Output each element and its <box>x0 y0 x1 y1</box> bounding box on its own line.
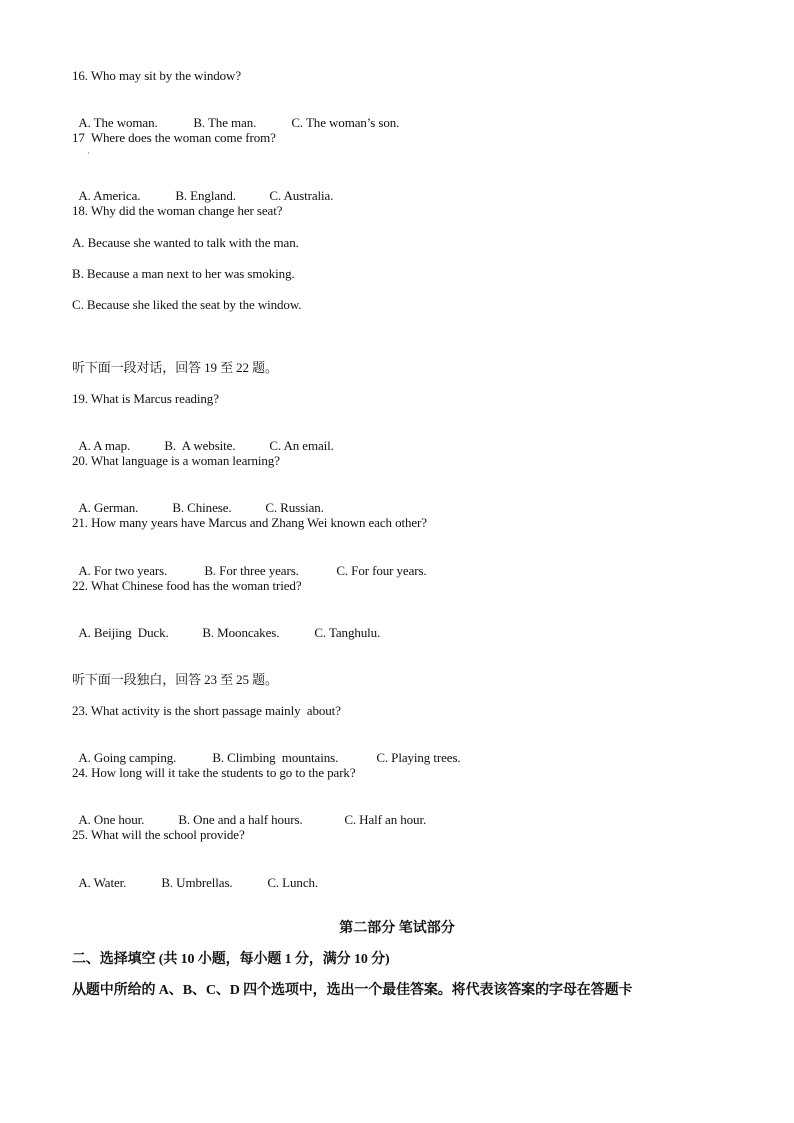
option-a: A. For two years. <box>78 563 168 578</box>
section-heading-23-25: 听下面一段独白，回答 23 至 25 题。 <box>72 672 278 687</box>
question-16: 16. Who may sit by the window? <box>72 68 241 83</box>
option-b: B. Umbrellas. <box>161 875 233 890</box>
question-21: 21. How many years have Marcus and Zhang Wei known each other? <box>72 515 427 530</box>
option-b: B. The man. <box>193 115 257 130</box>
question-22: 22. What Chinese food has the woman tried? <box>72 578 302 593</box>
option-b: B. A website. <box>164 438 236 453</box>
question-18: 18. Why did the woman change her seat? <box>72 203 283 218</box>
option-a: A. Beijing Duck. <box>78 625 169 640</box>
option-c: C. The woman’s son. <box>291 115 400 130</box>
section-heading-19-22: 听下面一段对话，回答 19 至 22 题。 <box>72 360 278 375</box>
options-22 <box>72 609 380 641</box>
option-c: C. Lunch. <box>267 875 319 890</box>
option-c: C. Because she liked the seat by the window. <box>72 297 302 312</box>
option-b: B. Chinese. <box>172 500 232 515</box>
option-c: C. Playing trees. <box>376 750 461 765</box>
option-a: A. The woman. <box>78 115 158 130</box>
options-20 <box>72 484 324 516</box>
option-b: B. Climbing mountains. <box>212 750 339 765</box>
option-a: A. Water. <box>78 875 127 890</box>
options-25 <box>72 859 318 891</box>
part2-title: 第二部分 笔试部分 <box>339 921 455 936</box>
question-23: 23. What activity is the short passage mainly about? <box>72 703 341 718</box>
options-21 <box>72 547 427 579</box>
option-a: A. One hour. <box>78 812 145 827</box>
option-a: A. A map. <box>78 438 131 453</box>
question-24: 24. How long will it take the students to go to the park? <box>72 765 356 780</box>
option-b: B. One and a half hours. <box>178 812 303 827</box>
question-20: 20. What language is a woman learning? <box>72 453 280 468</box>
option-b: B. Mooncakes. <box>202 625 280 640</box>
option-a: A. America. <box>78 188 141 203</box>
options-23 <box>72 734 461 766</box>
options-16 <box>72 99 399 131</box>
decorative-dot: · <box>87 149 90 158</box>
option-c: C. For four years. <box>336 563 427 578</box>
part2-instruction: 从题中所给的 A、B、C、D 四个选项中，选出一个最佳答案。将代表该答案的字母在答题卡 <box>72 983 633 998</box>
option-c: C. An email. <box>269 438 334 453</box>
question-25: 25. What will the school provide? <box>72 827 245 842</box>
part2-section-heading: 二、选择填空 (共 10 小题，每小题 1 分，满分 10 分) <box>72 952 390 967</box>
option-a: A. German. <box>78 500 139 515</box>
options-24 <box>72 796 426 828</box>
option-b: B. England. <box>175 188 236 203</box>
option-a: A. Because she wanted to talk with the man. <box>72 235 299 250</box>
options-17 <box>72 172 333 204</box>
option-b: B. For three years. <box>204 563 299 578</box>
option-c: C. Australia. <box>269 188 334 203</box>
question-17: 17 Where does the woman come from? <box>72 130 276 145</box>
option-b: B. Because a man next to her was smoking. <box>72 266 295 281</box>
options-19 <box>72 422 334 454</box>
option-c: C. Russian. <box>265 500 324 515</box>
question-19: 19. What is Marcus reading? <box>72 391 219 406</box>
option-c: C. Half an hour. <box>344 812 427 827</box>
option-c: C. Tanghulu. <box>314 625 381 640</box>
option-a: A. Going camping. <box>78 750 177 765</box>
